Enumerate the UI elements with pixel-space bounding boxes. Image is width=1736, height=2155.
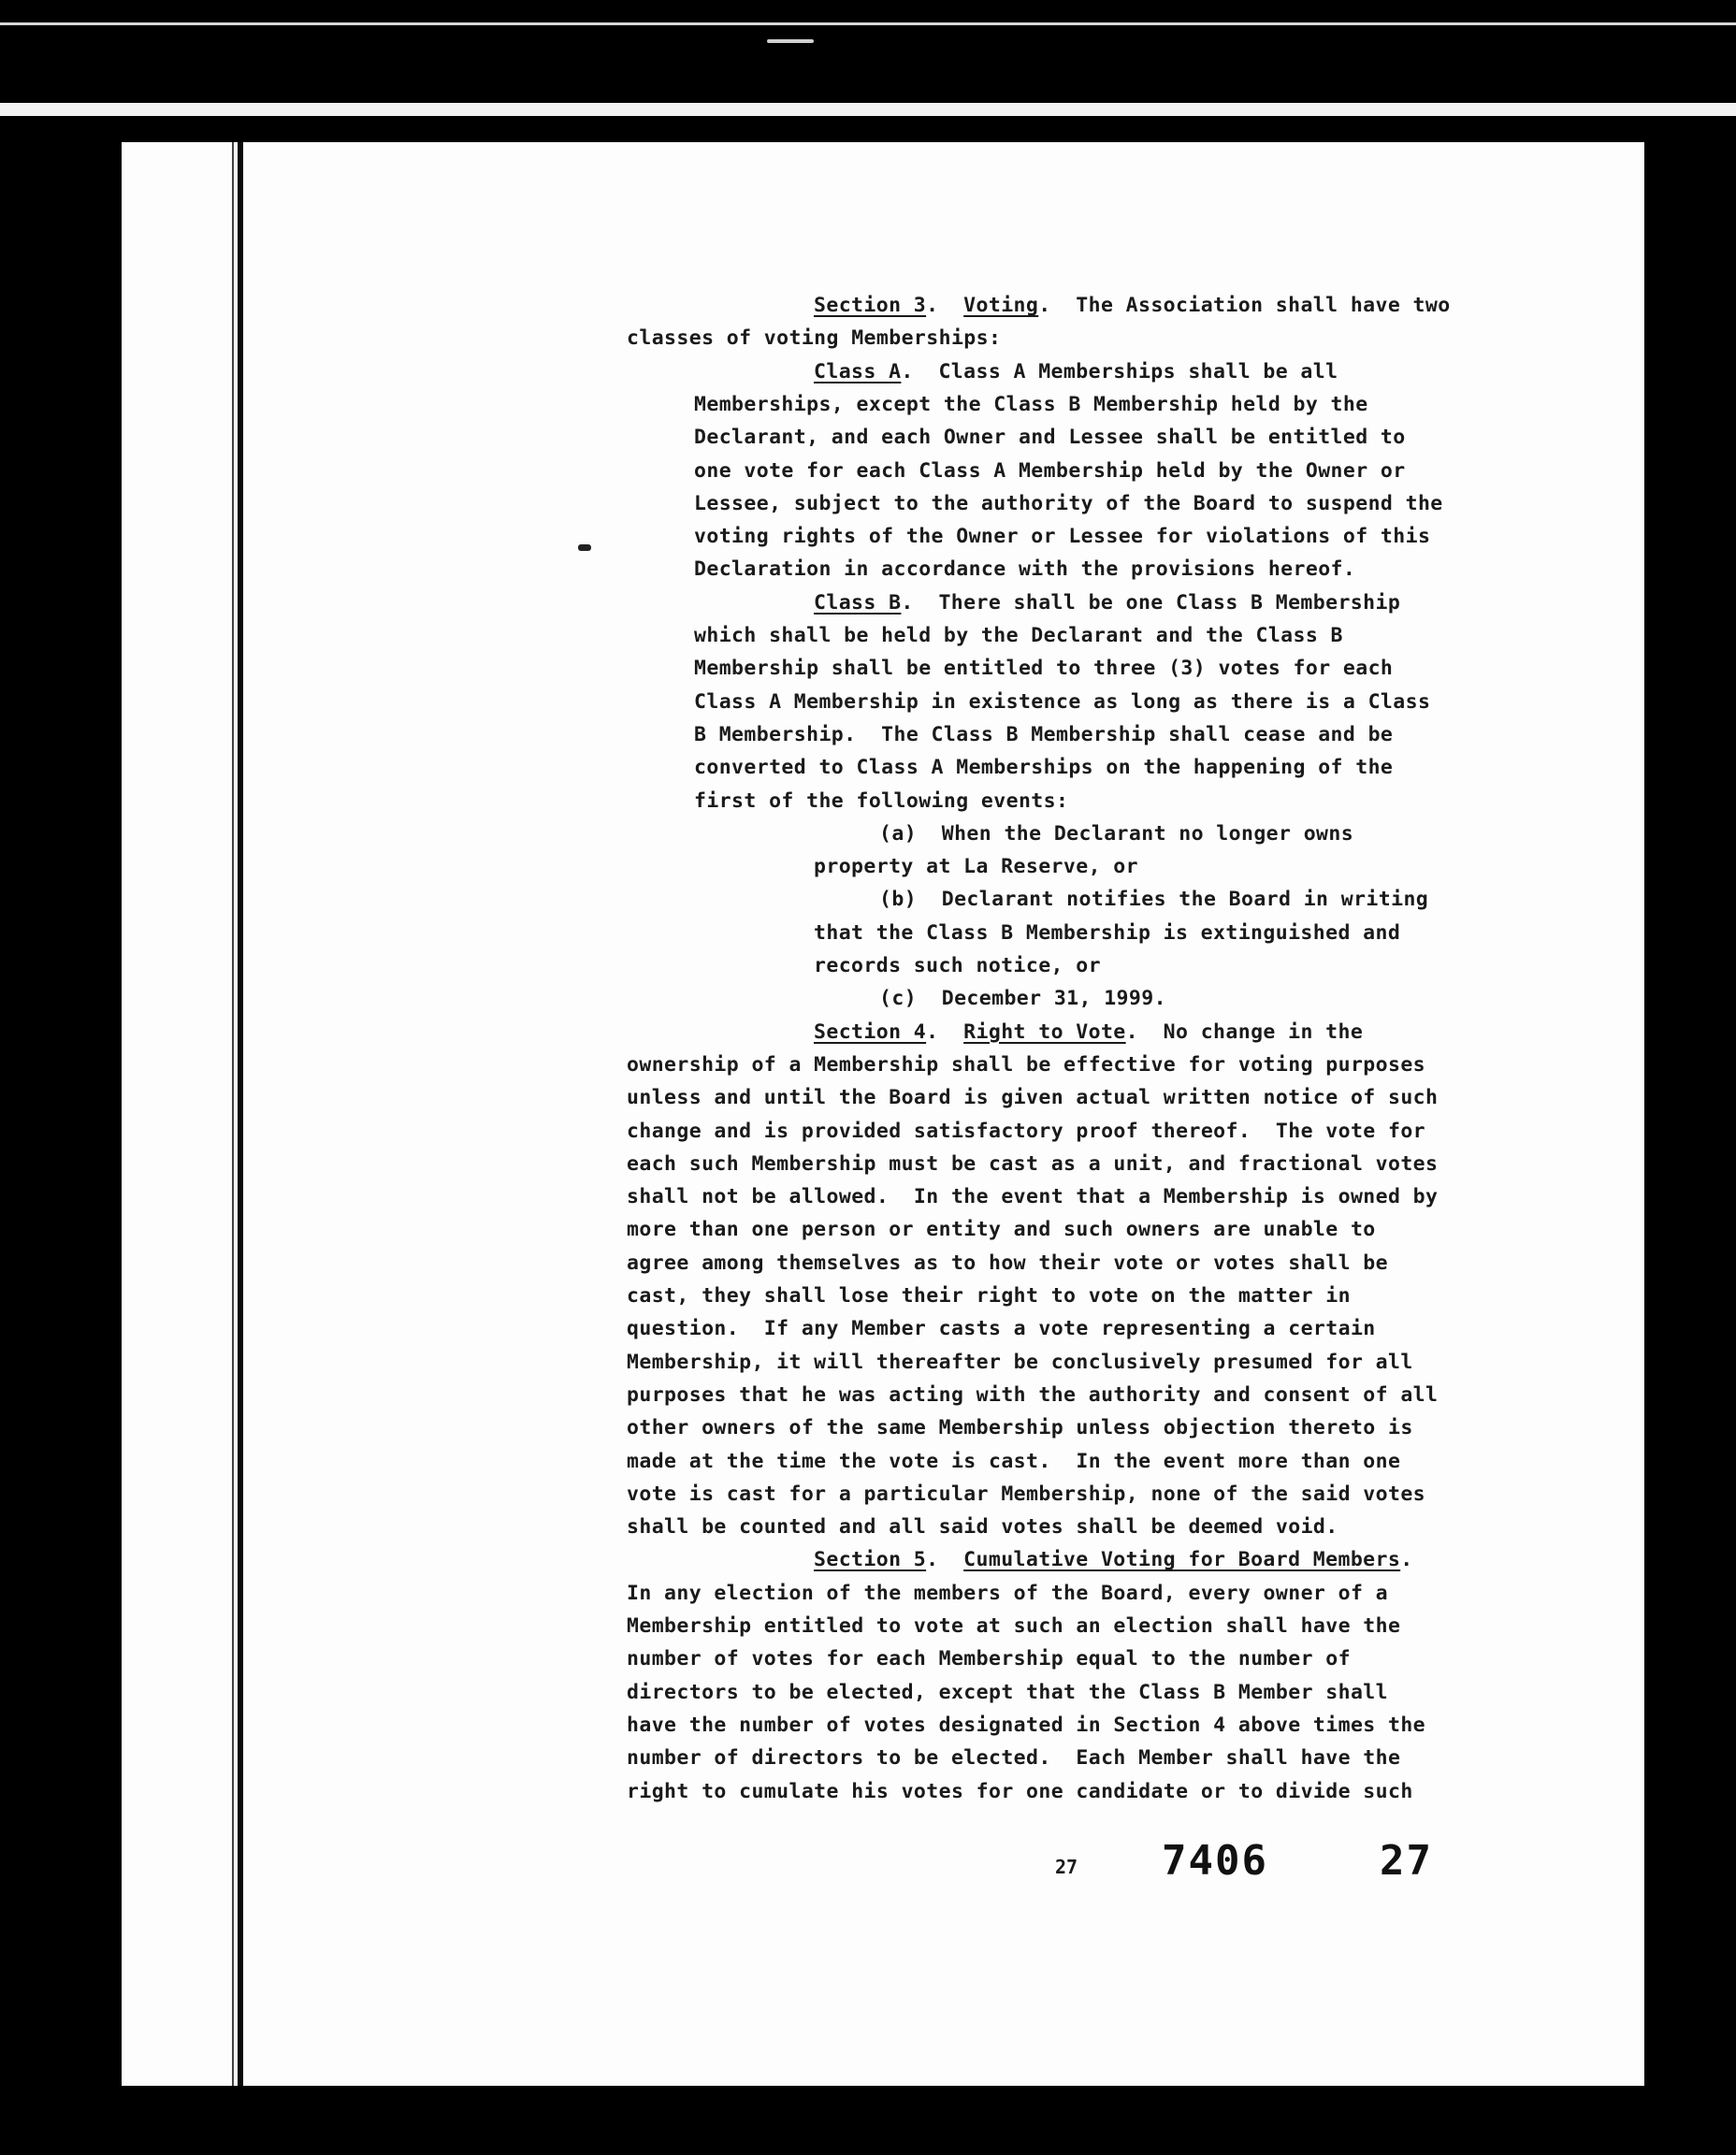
scan-top-band xyxy=(0,103,1736,116)
line-text: Declarant, and each Owner and Lessee shall be entitled to xyxy=(694,426,1406,450)
line-text: Membership, it will thereafter be conclusively presumed for all xyxy=(627,1350,1413,1374)
line-text: Membership shall be entitled to three (3) votes for each xyxy=(694,657,1394,681)
line-text: ownership of a Membership shall be effective for voting purposes xyxy=(627,1052,1426,1077)
line-text: . Class A Memberships shall be all xyxy=(901,359,1338,383)
line-text: unless and until the Board is given actual written notice of such xyxy=(627,1086,1439,1110)
line-text: which shall be held by the Declarant and the Class B xyxy=(694,624,1343,647)
line-text: more than one person or entity and such owners are unable to xyxy=(627,1218,1376,1242)
page-number-small: 27 xyxy=(1055,1856,1078,1878)
line-text: one vote for each Class A Membership held by the Owner or xyxy=(694,458,1406,483)
line-text: . xyxy=(926,1020,964,1044)
line-text: (a) When the Declarant no longer owns xyxy=(879,821,1354,846)
line-text: Declaration in accordance with the provisions hereof. xyxy=(694,557,1356,582)
underlined-heading-text: Section 3 xyxy=(814,294,927,317)
underlined-heading-text: Class B xyxy=(814,590,902,615)
page-footer xyxy=(122,142,1644,2086)
line-text: each such Membership must be cast as a unit, and fractional votes xyxy=(627,1151,1439,1176)
line-text: In any election of the members of the Board, every owner of a xyxy=(627,1581,1388,1605)
line-text: B Membership. The Class B Membership shall cease and be xyxy=(694,722,1394,746)
line-text: right to cumulate his votes for one candidate or to divide such xyxy=(627,1779,1413,1803)
line-text: change and is provided satisfactory proof thereof. The vote for xyxy=(627,1119,1426,1143)
scan-smudge xyxy=(767,39,814,43)
line-text: shall be counted and all said votes shall be deemed void. xyxy=(627,1515,1338,1540)
line-text: . There shall be one Class B Membership xyxy=(901,590,1401,615)
underlined-heading-text: Cumulative Voting for Board Members xyxy=(963,1548,1401,1572)
line-text: . xyxy=(926,1548,964,1572)
line-text: shall not be allowed. In the event that a Membership is owned by xyxy=(627,1185,1439,1209)
scan-top-rule xyxy=(0,22,1736,25)
line-text: voting rights of the Owner or Lessee for violations of this xyxy=(694,525,1431,549)
line-text: classes of voting Memberships: xyxy=(627,326,1002,351)
underlined-heading-text: Class A xyxy=(814,359,902,383)
line-text: purposes that he was acting with the authority and consent of all xyxy=(627,1382,1439,1407)
line-text: Class A Membership in existence as long as there is a Class xyxy=(694,689,1431,714)
underlined-heading-text: Section 4 xyxy=(814,1020,927,1044)
line-text: property at La Reserve, or xyxy=(814,855,1138,879)
line-text: have the number of votes designated in Section 4 above times the xyxy=(627,1713,1426,1737)
line-text: . xyxy=(926,294,964,317)
page-number-stamp: 27 xyxy=(1380,1837,1433,1885)
document-page xyxy=(122,142,1644,2086)
line-text: number of directors to be elected. Each Member shall have the xyxy=(627,1746,1401,1771)
line-text: Membership entitled to vote at such an election shall have the xyxy=(627,1614,1401,1638)
line-text: . xyxy=(1400,1548,1413,1572)
underlined-heading-text: Voting xyxy=(963,294,1039,317)
book-number-stamp: 7406 xyxy=(1162,1837,1268,1885)
line-text: . No change in the xyxy=(1125,1020,1364,1044)
line-text: (b) Declarant notifies the Board in writing xyxy=(879,888,1429,912)
line-text: directors to be elected, except that the Class B Member shall xyxy=(627,1680,1388,1704)
line-text: number of votes for each Membership equal to the number of xyxy=(627,1647,1351,1671)
line-text: other owners of the same Membership unless objection thereto is xyxy=(627,1416,1413,1440)
line-text: records such notice, or xyxy=(814,954,1101,977)
line-text: agree among themselves as to how their vote or votes shall be xyxy=(627,1251,1388,1275)
line-text: converted to Class A Memberships on the happening of the xyxy=(694,756,1394,780)
line-text: Lessee, subject to the authority of the Board to suspend the xyxy=(694,491,1443,515)
line-text: question. If any Member casts a vote representing a certain xyxy=(627,1317,1376,1341)
line-text: made at the time the vote is cast. In the event more than one xyxy=(627,1449,1401,1473)
line-text: first of the following events: xyxy=(694,788,1069,813)
line-text: that the Class B Membership is extinguished and xyxy=(814,920,1401,945)
line-text: (c) December 31, 1999. xyxy=(879,987,1166,1011)
line-text: cast, they shall lose their right to vote on the matter in xyxy=(627,1284,1351,1308)
line-text: vote is cast for a particular Membership, none of the said votes xyxy=(627,1482,1426,1506)
underlined-heading-text: Right to Vote xyxy=(963,1020,1126,1044)
line-text: Memberships, except the Class B Membership held by the xyxy=(694,392,1368,416)
line-text: . The Association shall have two xyxy=(1038,294,1451,317)
underlined-heading-text: Section 5 xyxy=(814,1548,927,1572)
